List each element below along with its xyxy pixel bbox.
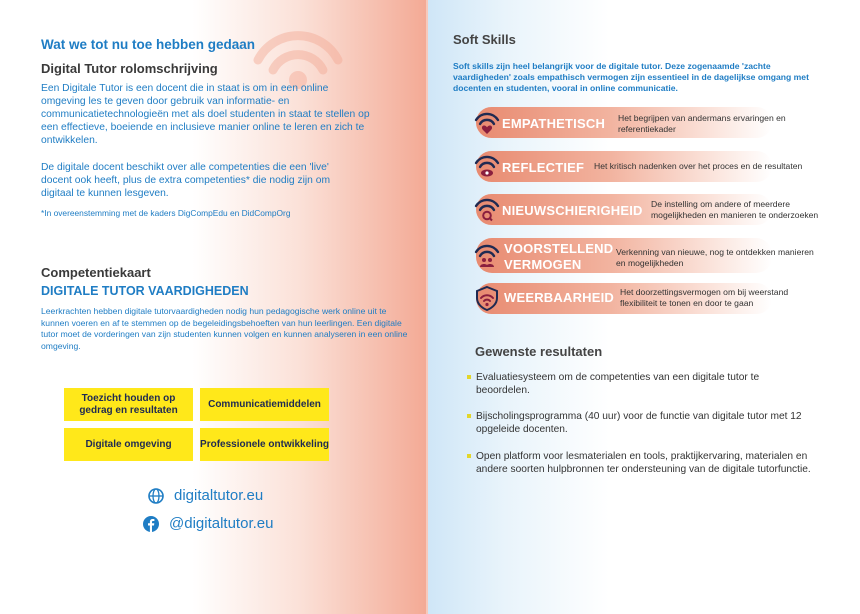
- bullet-marker: [467, 454, 471, 458]
- bullet-marker: [467, 414, 471, 418]
- skill-name: VOORSTELLEND VERMOGEN: [504, 241, 614, 272]
- skills-description: Leerkrachten hebben digitale tutorvaardigheden nodig hun pedagogische werk online uit te kunnen voeren en af te stemmen op de begeleidingsbehoeften van hun leerlingen. Een digitale tutor moet de vorderingen van zijn studenten kunnen volgen en kunnen analyseren in een online omgeving.: [41, 306, 408, 351]
- result-item: Evaluatiesysteem om de competenties van een digitale tutor te beoordelen.: [476, 372, 760, 396]
- bullet-marker: [467, 375, 471, 379]
- results-heading: Gewenste resultaten: [475, 344, 603, 359]
- professional-development-button[interactable]: Professionele ontwikkeling: [200, 428, 329, 461]
- skills-heading: DIGITALE TUTOR VAARDIGHEDEN: [41, 284, 249, 298]
- wifi-decoration-icon: [238, 0, 358, 90]
- facebook-link[interactable]: [143, 515, 273, 532]
- role-title: Digital Tutor rolomschrijving: [41, 61, 218, 76]
- competency-map-title: Competentiekaart: [41, 265, 151, 280]
- soft-skills-intro: Soft skills zijn heel belangrijk voor de digitale tutor. Deze zogenaamde 'zachte vaardigheden' zoals empathisch vermogen zijn essentieel in de dagelijkse omgang met docenten en studenten, vooral in online communicatie.: [453, 61, 809, 93]
- communication-button[interactable]: Communicatiemiddelen: [200, 388, 329, 421]
- skill-desc: Het kritisch nadenken over het proces en de resultaten: [594, 161, 803, 171]
- footnote: *In overeenstemming met de kaders DigCompEdu en DidCompOrg: [41, 208, 291, 218]
- skill-name: NIEUWSCHIERIGHEID: [502, 203, 643, 218]
- skill-name: EMPATHETISCH: [502, 116, 606, 131]
- panel-divider: [426, 0, 428, 614]
- eye-icon: [474, 153, 500, 179]
- skill-desc: Verkenning van nieuwe, nog te ontdekken manieren en mogelijkheden: [616, 247, 814, 268]
- people-icon: [474, 242, 500, 268]
- result-item: Open platform voor lesmaterialen en tools, praktijkervaring, materialen en andere soorten hulpbronnen ter ondersteuning van de digitale tutorfunctie.: [476, 451, 811, 475]
- role-description: Een Digitale Tutor is een docent die in staat is om in een online omgeving les te geven door gebruik van informatie- en communicatietechnologieën met als doel studenten in staat te stellen op een effectieve, boeiende en inclusieve manier online te leren en zich te ontwikkelen.: [41, 83, 370, 146]
- soft-skills-heading: Soft Skills: [453, 32, 516, 47]
- website-text: digitaltutor.eu: [174, 487, 264, 504]
- skill-desc: Het doorzettingsvermogen om bij weerstand flexibiliteit te tonen en door te gaan: [620, 287, 789, 308]
- search-icon: [474, 196, 500, 222]
- skill-name: WEERBAARHEID: [504, 290, 615, 305]
- monitoring-button[interactable]: Toezicht houden op gedrag en resultaten: [64, 388, 193, 421]
- website-link[interactable]: [148, 487, 263, 504]
- skill-desc: Het begrijpen van andermans ervaringen en referentiekader: [618, 113, 786, 134]
- result-item: Bijscholingsprogramma (40 uur) voor de functie van digitale tutor met 12 opgeleide docenten.: [476, 411, 802, 435]
- facebook-icon: [143, 516, 159, 532]
- globe-icon: [148, 488, 164, 504]
- social-handle: @digitaltutor.eu: [169, 515, 274, 532]
- shield-icon: [474, 285, 500, 311]
- competencies-text: De digitale docent beschikt over alle competenties die een 'live' docent ook heeft, plus de extra competenties* die nodig zijn om digitaal te kunnen lesgeven.: [41, 162, 331, 199]
- heart-icon: [474, 110, 500, 136]
- section-heading: Wat we tot nu toe hebben gedaan: [41, 37, 256, 52]
- digital-environment-button[interactable]: Digitale omgeving: [64, 428, 193, 461]
- skill-name: REFLECTIEF: [502, 160, 585, 175]
- skill-desc: De instelling om andere of meerdere mogelijkheden en manieren te onderzoeken: [651, 199, 819, 220]
